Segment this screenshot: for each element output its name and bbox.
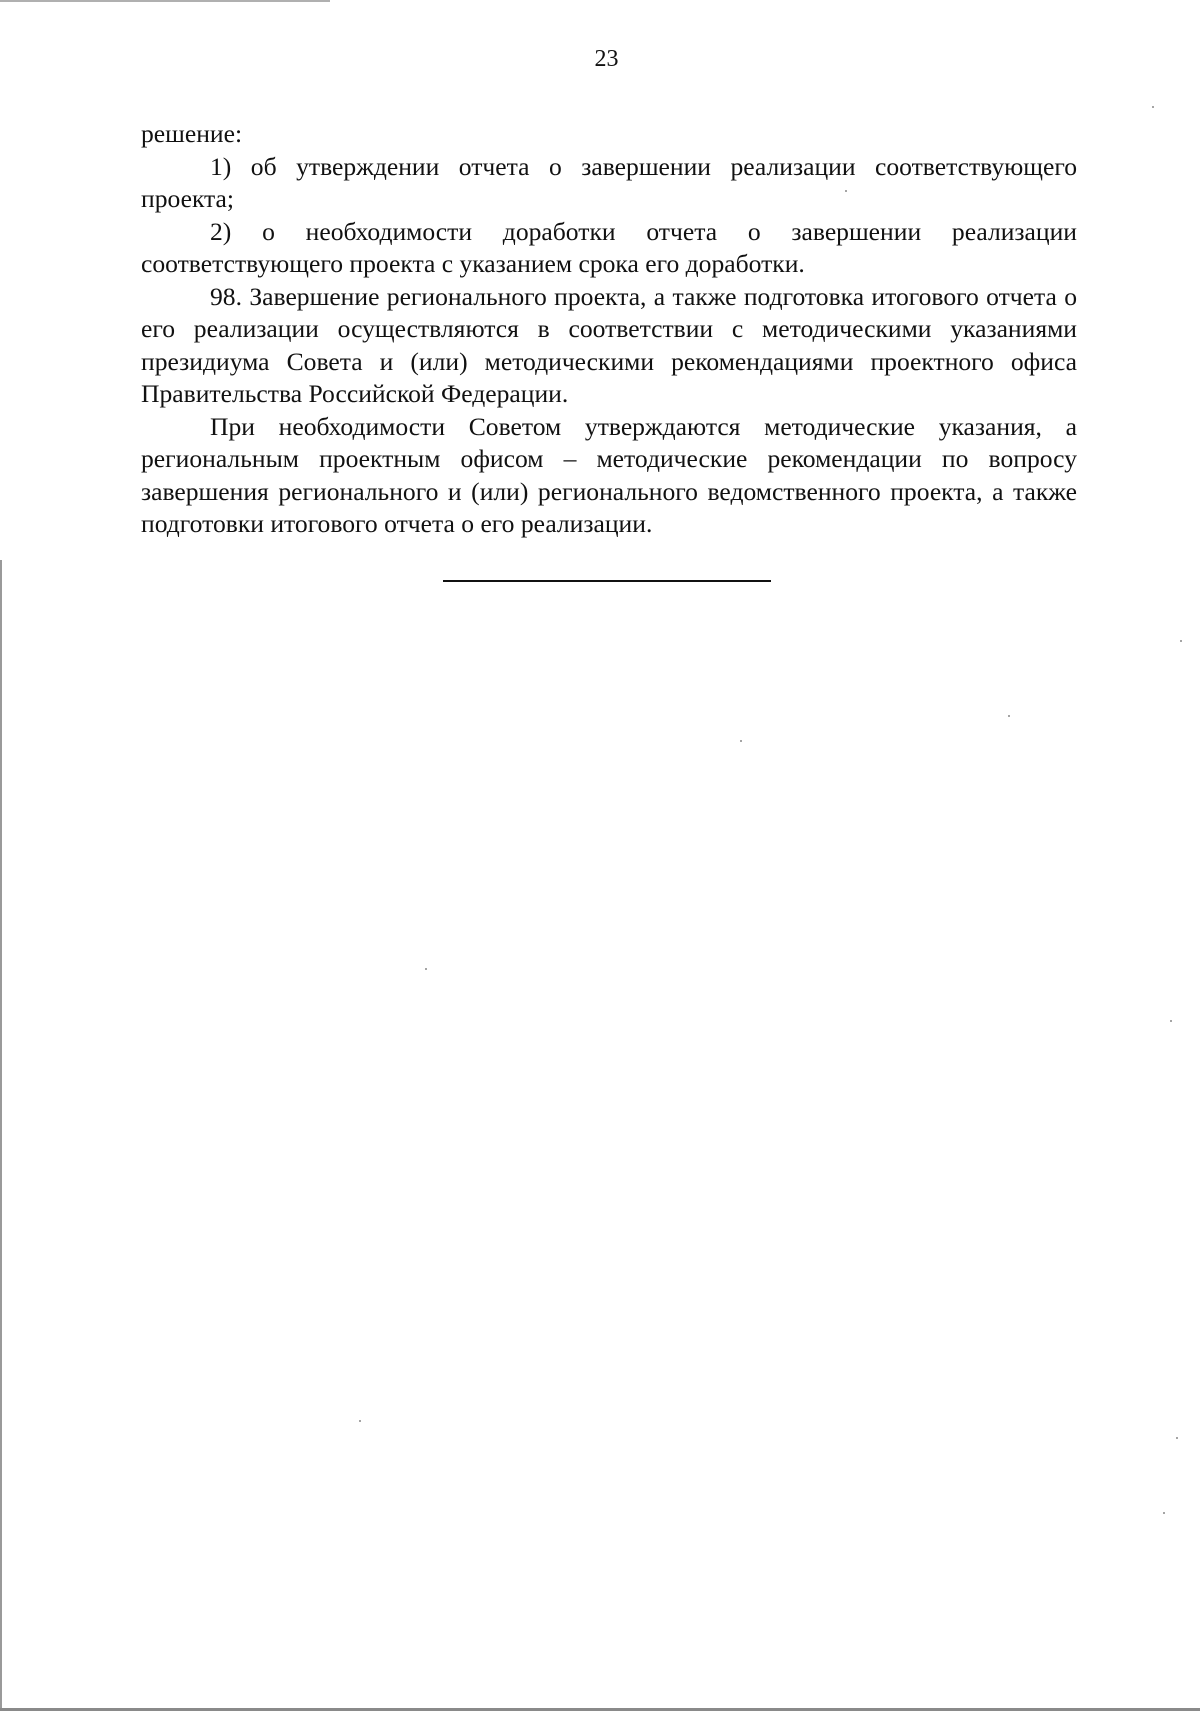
scan-speck [1152, 106, 1154, 108]
document-body [141, 118, 1077, 541]
scan-edge-top [0, 0, 330, 2]
scan-speck [1008, 715, 1010, 717]
paragraph-item-2: 2) о необходимости доработки отчета о завершении реализации соответствующего проекта с указанием срока его доработки. [141, 216, 1077, 278]
page-number: 23 [594, 46, 619, 72]
scan-speck [425, 968, 427, 970]
scan-speck [1163, 1512, 1165, 1514]
paragraph-item-1: 1) об утверждении отчета о завершении реализации соответствующего проекта; [141, 151, 1077, 213]
scan-speck [1176, 1437, 1178, 1439]
paragraph-methodical-guidance: При необходимости Советом утверждаются методические указания, а региональным проектным офисом – методические рекомендации по вопросу завершения регионального и (или) регионального ведомственного проекта, а также подготовки итогового отчета о его реализации. [141, 411, 1077, 538]
end-of-document-rule [443, 580, 771, 582]
scan-edge-bottom [0, 1708, 1200, 1711]
scan-speck [1180, 640, 1182, 642]
paragraph-98: 98. Завершение регионального проекта, а также подготовка итогового отчета о его реализации осуществляются в соответствии с методическими указаниями президиума Совета и (или) методическими рекомендациями проектного офиса Правительства Российской Федерации. [141, 281, 1077, 408]
scan-speck [359, 1420, 361, 1422]
scan-edge-left [0, 560, 2, 1710]
scan-speck [740, 740, 742, 742]
scan-speck [1170, 1020, 1172, 1022]
paragraph-decision-intro: решение: [141, 119, 243, 148]
